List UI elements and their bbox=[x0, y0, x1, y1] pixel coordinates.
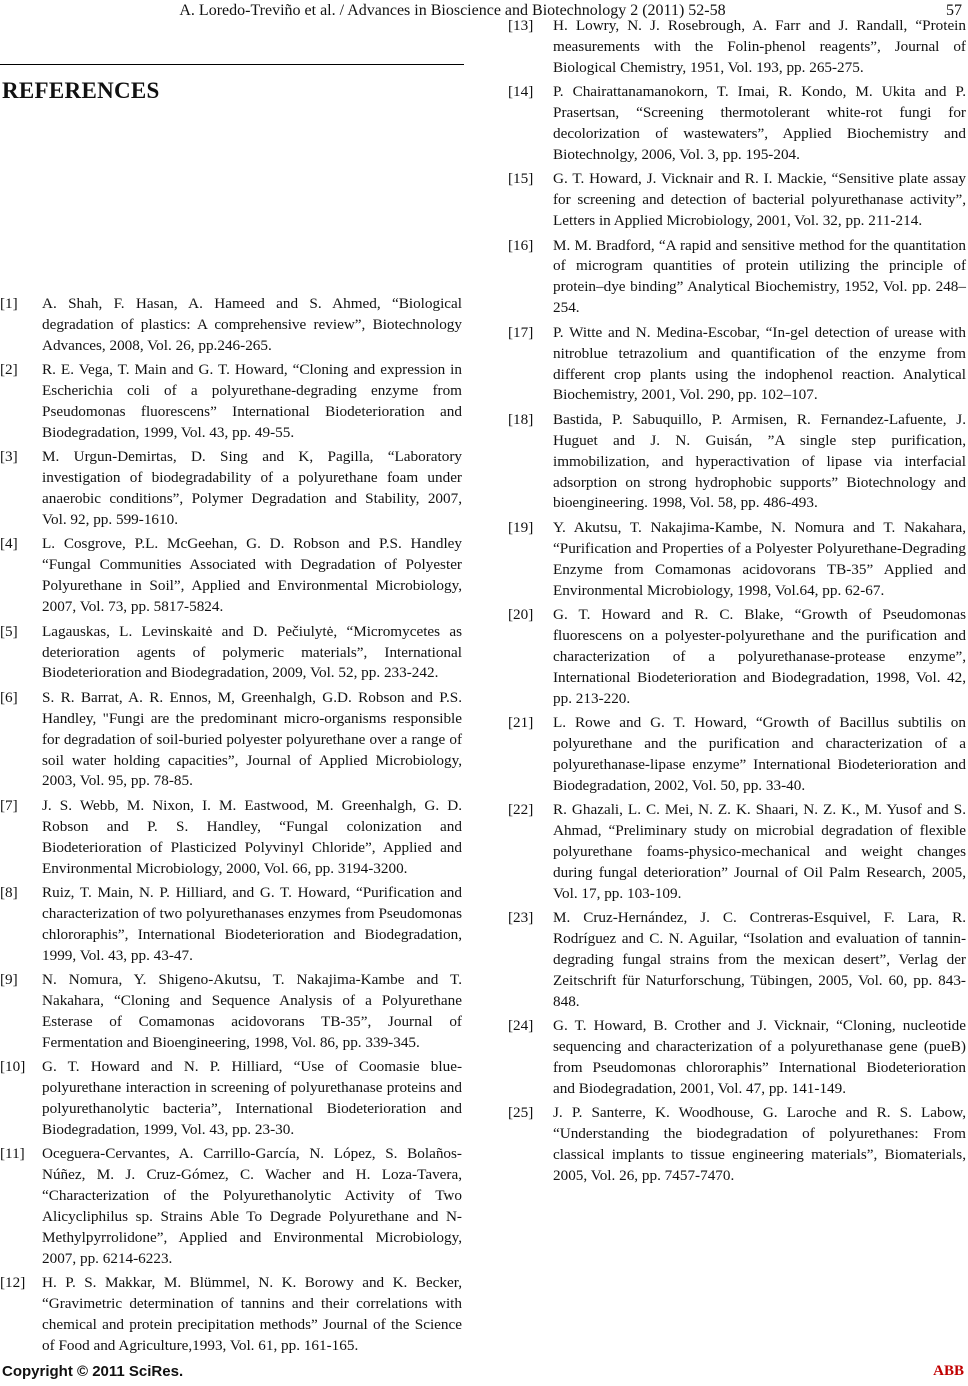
section-divider bbox=[0, 64, 464, 65]
page-number: 57 bbox=[946, 2, 962, 19]
reference-text: M. Urgun-Demirtas, D. Sing and K, Pagilla, “Laboratory investigation of biodegradability of a polyurethane foam under anaerobic conditions”, Polymer Degradation and Stability, 2007, Vol. 92, pp. 599-1610. bbox=[42, 448, 462, 529]
reference-number: [4] bbox=[0, 535, 18, 553]
reference-item bbox=[0, 1273, 462, 1357]
reference-number: [20] bbox=[508, 605, 534, 623]
reference-item bbox=[0, 1144, 462, 1269]
reference-item bbox=[508, 800, 966, 905]
reference-number: [18] bbox=[508, 410, 534, 428]
section-title: REFERENCES bbox=[2, 78, 160, 103]
reference-text: J. S. Webb, M. Nixon, I. M. Eastwood, M. Greenhalgh, G. D. Robson and P. S. Handley, “Fungal colonization and Biodeterioration of Plasticized Polyvinyl Chloride”, Applied and Environmental Microbiology, 2000, Vol. 66, pp. 3194-3200. bbox=[42, 796, 462, 877]
references-left-column bbox=[0, 294, 462, 1360]
reference-item bbox=[0, 447, 462, 531]
reference-text: H. Lowry, N. J. Rosebrough, A. Farr and J. Randall, “Protein measurements with the Folin-phenol reagents”, Journal of Biological Chemistry, 1951, Vol. 193, pp. 265-275. bbox=[553, 17, 966, 76]
header-title: A. Loredo-Treviño et al. / Advances in Bioscience and Biotechnology 2 (2011) 52-58 bbox=[179, 2, 726, 19]
reference-item bbox=[508, 16, 966, 79]
reference-text: J. P. Santerre, K. Woodhouse, G. Laroche and R. S. Labow, “Understanding the biodegradation of polyurethanes: From classical implants to tissue engineering materials”, Biomaterials, 2005, Vol. 26, pp. 7457-7470. bbox=[553, 1104, 966, 1185]
reference-number: [12] bbox=[0, 1274, 26, 1292]
reference-item bbox=[0, 1057, 462, 1141]
references-right-column bbox=[508, 16, 966, 1190]
reference-text: R. Ghazali, L. C. Mei, N. Z. K. Shaari, N. Z. K., M. Yusof and S. Ahmad, “Preliminary study on microbial degradation of flexible polyurethane foams-physico-mechanical and weight changes during fungal deterioration” Journal of Oil Palm Research, 2005, Vol. 17, pp. 103-109. bbox=[553, 801, 966, 902]
reference-item bbox=[0, 796, 462, 880]
reference-number: [11] bbox=[0, 1145, 25, 1163]
reference-text: P. Chairattanamanokorn, T. Imai, R. Kondo, M. Ukita and P. Prasertsan, “Screening thermotolerant white-rot fungi for decolorization of wastewaters”, Applied Biochemistry and Biotechnolgy, 2006, Vol. 3, pp. 195-204. bbox=[553, 83, 966, 163]
reference-number: [21] bbox=[508, 714, 534, 731]
reference-text: P. Witte and N. Medina-Escobar, “In-gel detection of urease with nitroblue tetrazolium and quantification of the enzyme from different crop plants using the indophenol reaction. Analytical Biochemistry, 2001, Vol. 290, pp. 102–107. bbox=[553, 323, 966, 404]
reference-number: [22] bbox=[508, 801, 534, 819]
reference-text: G. T. Howard, B. Crother and J. Vicknair, “Cloning, nucleotide sequencing and characterization of a polyurethanase gene (pueB) from Pseudomonas chlororaphis” International Biodeterioration and Biodegradation, 2001, Vol. 47, pp. 141-149. bbox=[553, 1017, 966, 1097]
reference-text: G. T. Howard and R. C. Blake, “Growth of Pseudomonas fluorescens on a polyester-polyurethane and the purification and characterization of a polyurethanase-protease enzyme”, International Biodeterioration and Biodegradation, 1998, Vol. 42, pp. 213-220. bbox=[553, 605, 966, 707]
reference-text: S. R. Barrat, A. R. Ennos, M, Greenhalgh, G.D. Robson and P.S. Handley, "Fungi are the predominant micro-organisms responsible for degradation of soil-buried polyester polyurethane over a range of soil water holding capacities”, Journal of Applied Microbiology, 2003, Vol. 95, pp. 78-85. bbox=[42, 688, 462, 790]
reference-text: Bastida, P. Sabuquillo, P. Armisen, R. Fernandez-Lafuente, J. Huguet and J. N. Guisán, ”A single step purification, immobilization, and hyperactivation of lipase via interfacial adsorption on strong hydrophobic supports” Biotechnology and bioengineering. 1998, Vol. 58, pp. 486-493. bbox=[553, 410, 966, 512]
reference-number: [16] bbox=[508, 236, 534, 254]
reference-number: [2] bbox=[0, 361, 18, 379]
reference-number: [9] bbox=[0, 971, 18, 989]
reference-number: [24] bbox=[508, 1017, 534, 1035]
reference-item bbox=[0, 360, 462, 444]
reference-item bbox=[0, 622, 462, 685]
reference-text: G. T. Howard and N. P. Hilliard, “Use of Coomasie blue-polyurethane interaction in screening of polyurethanase proteins and polyurethanolytic bacteria”, International Biodeterioration and Biodegradation, 1999, Vol. 43, pp. 23-30. bbox=[42, 1058, 462, 1138]
reference-item bbox=[508, 82, 966, 166]
reference-item bbox=[508, 1103, 966, 1187]
reference-text: H. P. S. Makkar, M. Blümmel, N. K. Borowy and K. Becker, “Gravimetric determination of tannins and their correlations with chemical and protein precipitation methods” Journal of the Science of Food and Agriculture,1993, Vol. 61, pp. 161-165. bbox=[42, 1274, 462, 1354]
reference-number: [6] bbox=[0, 688, 18, 706]
reference-item bbox=[508, 605, 966, 710]
reference-text: Y. Akutsu, T. Nakajima-Kambe, N. Nomura and T. Nakahara, “Purification and Properties of a Polyester Polyurethane-Degrading Enzyme from Comamonas acidovorans TB-35” Applied and Environmental Microbiology, 1998, Vol.64, pp. 62-67. bbox=[553, 518, 966, 599]
reference-number: [8] bbox=[0, 883, 18, 901]
reference-number: [17] bbox=[508, 323, 534, 341]
reference-item bbox=[0, 883, 462, 967]
reference-text: L. Cosgrove, P.L. McGeehan, G. D. Robson and P.S. Handley “Fungal Communities Associated with Degradation of Polyester Polyurethane in Soil”, Applied and Environmental Microbiology, 2007, Vol. 73, pp. 5817-5824. bbox=[42, 535, 462, 616]
reference-text: M. Cruz-Hernández, J. C. Contreras-Esquivel, F. Lara, R. Rodríguez and C. N. Aguilar, “Isolation and evaluation of tannin-degrading fungal strains from the mexican desert”, Verlag der Zeitschrift für Naturforschung, Tübingen, 2005, Vol. 60, pp. 843-848. bbox=[553, 909, 966, 1010]
journal-abbrev: ABB bbox=[933, 1363, 964, 1379]
reference-text: M. M. Bradford, “A rapid and sensitive method for the quantitation of microgram quantities of protein utilizing the principle of protein–dye binding” Analytical Biochemistry, 1952, Vol. pp. 248–254. bbox=[553, 236, 966, 317]
reference-item bbox=[0, 534, 462, 618]
reference-number: [5] bbox=[0, 622, 18, 640]
reference-text: L. Rowe and G. T. Howard, “Growth of Bacillus subtilis on polyurethane and the purification and characterization of a polyurethanase-lipase enzyme” International Biodeterioration and Biodegradation, 2002, Vol. 50, pp. 33-40. bbox=[553, 714, 966, 794]
reference-text: A. Shah, F. Hasan, A. Hameed and S. Ahmed, “Biological degradation of plastics: A comprehensive review”, Biotechnology Advances, 2008, Vol. 26, pp.246-265. bbox=[42, 295, 462, 354]
reference-number: [13] bbox=[508, 17, 534, 34]
reference-item bbox=[508, 323, 966, 407]
reference-item bbox=[508, 1016, 966, 1100]
reference-number: [19] bbox=[508, 518, 534, 536]
reference-item bbox=[508, 236, 966, 320]
reference-text: N. Nomura, Y. Shigeno-Akutsu, T. Nakajima-Kambe and T. Nakahara, “Cloning and Sequence Analysis of a Polyurethane Esterase of Comamonas acidovorans TB-35”, Journal of Fermentation and Bioengineering, 1998, Vol. 86, pp. 339-345. bbox=[42, 971, 462, 1051]
reference-number: [7] bbox=[0, 796, 18, 814]
reference-number: [10] bbox=[0, 1058, 26, 1076]
reference-number: [23] bbox=[508, 909, 534, 927]
reference-item bbox=[508, 410, 966, 515]
reference-item bbox=[508, 908, 966, 1013]
reference-item bbox=[508, 518, 966, 602]
reference-number: [1] bbox=[0, 295, 18, 312]
reference-number: [14] bbox=[508, 83, 534, 101]
reference-item bbox=[508, 713, 966, 797]
reference-text: R. E. Vega, T. Main and G. T. Howard, “Cloning and expression in Escherichia coli of a polyurethane-degrading enzyme from Pseudomonas fluorescens” International Biodeterioration and Biodegradation, 1999, Vol. 43, pp. 49-55. bbox=[42, 361, 462, 441]
reference-number: [15] bbox=[508, 170, 534, 188]
copyright: Copyright © 2011 SciRes. bbox=[2, 1363, 184, 1380]
reference-item bbox=[0, 970, 462, 1054]
reference-text: Oceguera-Cervantes, A. Carrillo-García, N. López, S. Bolaños-Núñez, M. J. Cruz-Gómez, C. Wacher and H. Loza-Tavera, “Characterization of the Polyurethanolytic Activity of Two Alicycliphilus sp. Strains Able To Degrade Polyurethane and N-Methylpyrrolidone”, Applied and Environmental Microbiology, 2007, pp. 6214-6223. bbox=[42, 1145, 462, 1267]
reference-item bbox=[0, 294, 462, 357]
reference-text: Ruiz, T. Main, N. P. Hilliard, and G. T. Howard, “Purification and characterization of two polyurethanases enzymes from Pseudomonas chlororaphis”, International Biodeterioration and Biodegradation, 1999, Vol. 43, pp. 43-47. bbox=[42, 883, 462, 964]
reference-item bbox=[508, 169, 966, 232]
reference-number: [3] bbox=[0, 448, 18, 466]
reference-text: G. T. Howard, J. Vicknair and R. I. Mackie, “Sensitive plate assay for screening and detection of bacterial polyurethanase activity”, Letters in Applied Microbiology, 2001, Vol. 32, pp. 211-214. bbox=[553, 170, 966, 230]
reference-number: [25] bbox=[508, 1104, 534, 1122]
reference-text: Lagauskas, L. Levinskaitė and D. Pečiulytė, “Micromycetes as deterioration agents of polymeric materials”, International Biodeterioration and Biodegradation, 2009, Vol. 52, pp. 233-242. bbox=[42, 622, 462, 682]
reference-item bbox=[0, 688, 462, 793]
